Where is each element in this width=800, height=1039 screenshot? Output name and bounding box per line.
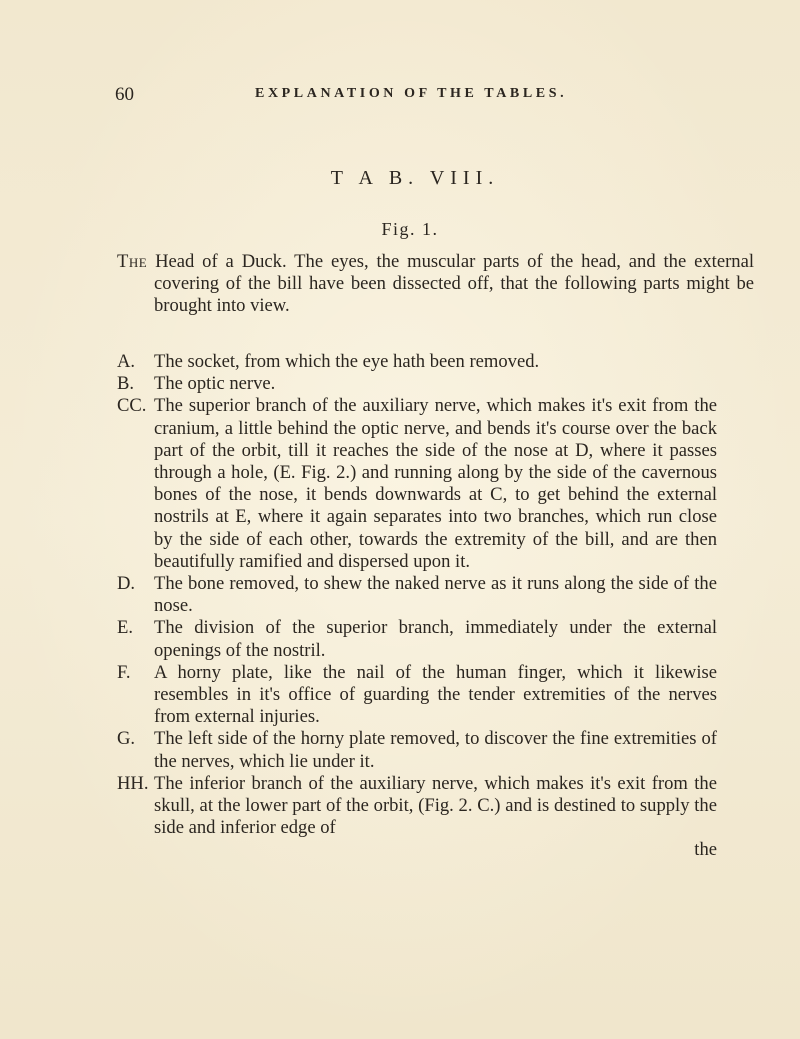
legend-entry-a bbox=[117, 351, 717, 373]
table-title: T A B. VIII. bbox=[330, 167, 500, 189]
entry-letter: E. bbox=[117, 617, 134, 639]
entry-text: A horny plate, like the nail of the human finger, which it likewise resembles in it's office of guarding the tender extremities of the nerves from external injuries. bbox=[154, 661, 717, 728]
entry-letter: CC. bbox=[117, 395, 147, 417]
running-head: EXPLANATION OF THE TABLES. bbox=[255, 86, 568, 101]
legend-entries bbox=[117, 351, 717, 839]
legend-entry-hh bbox=[117, 773, 717, 840]
entry-letter: HH. bbox=[117, 772, 149, 794]
page-number: 60 bbox=[115, 84, 134, 105]
entry-text: The division of the superior branch, immediately under the external openings of the nostril. bbox=[154, 617, 717, 661]
legend-entry-cc bbox=[117, 395, 717, 573]
catchword: the bbox=[694, 839, 717, 860]
entry-letter: D. bbox=[117, 573, 136, 595]
entry-letter: F. bbox=[117, 661, 131, 683]
entry-text: The bone removed, to shew the naked nerve as it runs along the side of the nose. bbox=[154, 573, 717, 617]
entry-letter: A. bbox=[117, 351, 136, 372]
entry-letter: B. bbox=[117, 373, 135, 395]
entry-text: The optic nerve. bbox=[154, 373, 276, 395]
figure-title: Fig. 1. bbox=[381, 219, 439, 239]
legend-entry-b bbox=[117, 373, 717, 395]
legend-entry-d bbox=[117, 573, 717, 617]
page-header bbox=[115, 84, 730, 112]
entry-letter: G. bbox=[117, 728, 136, 750]
legend-entry-f bbox=[117, 662, 717, 729]
entry-text: The socket, from which the eye hath been removed. bbox=[154, 351, 540, 372]
intro-text: Head of a Duck. The eyes, the muscular parts of the head, and the external covering of the bill have been dissected off, that the following parts might be brought into view. bbox=[147, 251, 754, 317]
intro-lead-word: The bbox=[117, 251, 148, 272]
intro-paragraph bbox=[117, 251, 754, 318]
legend-entry-g bbox=[117, 728, 717, 772]
entry-text: The left side of the horny plate removed, to discover the fine extremities of the nerves, which lie under it. bbox=[154, 728, 717, 772]
legend-entry-e bbox=[117, 617, 717, 661]
entry-text: The superior branch of the auxiliary nerve, which makes it's exit from the cranium, a little behind the optic nerve, and bends it's course over the back part of the orbit, till it reaches the side of the nose at D, where it passes through a hole, (E. Fig. 2.) and running along by the side of the cavernous bones of the nose, it bends downwards at C, to get behind the external nostrils at E, where it again separates into two branches, which run close by the side of each other, towards the extremity of the bill, and are then beautifully ramified and dispersed upon it. bbox=[154, 395, 717, 572]
entry-text: The inferior branch of the auxiliary nerve, which makes it's exit from the skull, at the lower part of the orbit, (Fig. 2. C.) and is destined to supply the side and inferior edge of bbox=[154, 772, 717, 839]
